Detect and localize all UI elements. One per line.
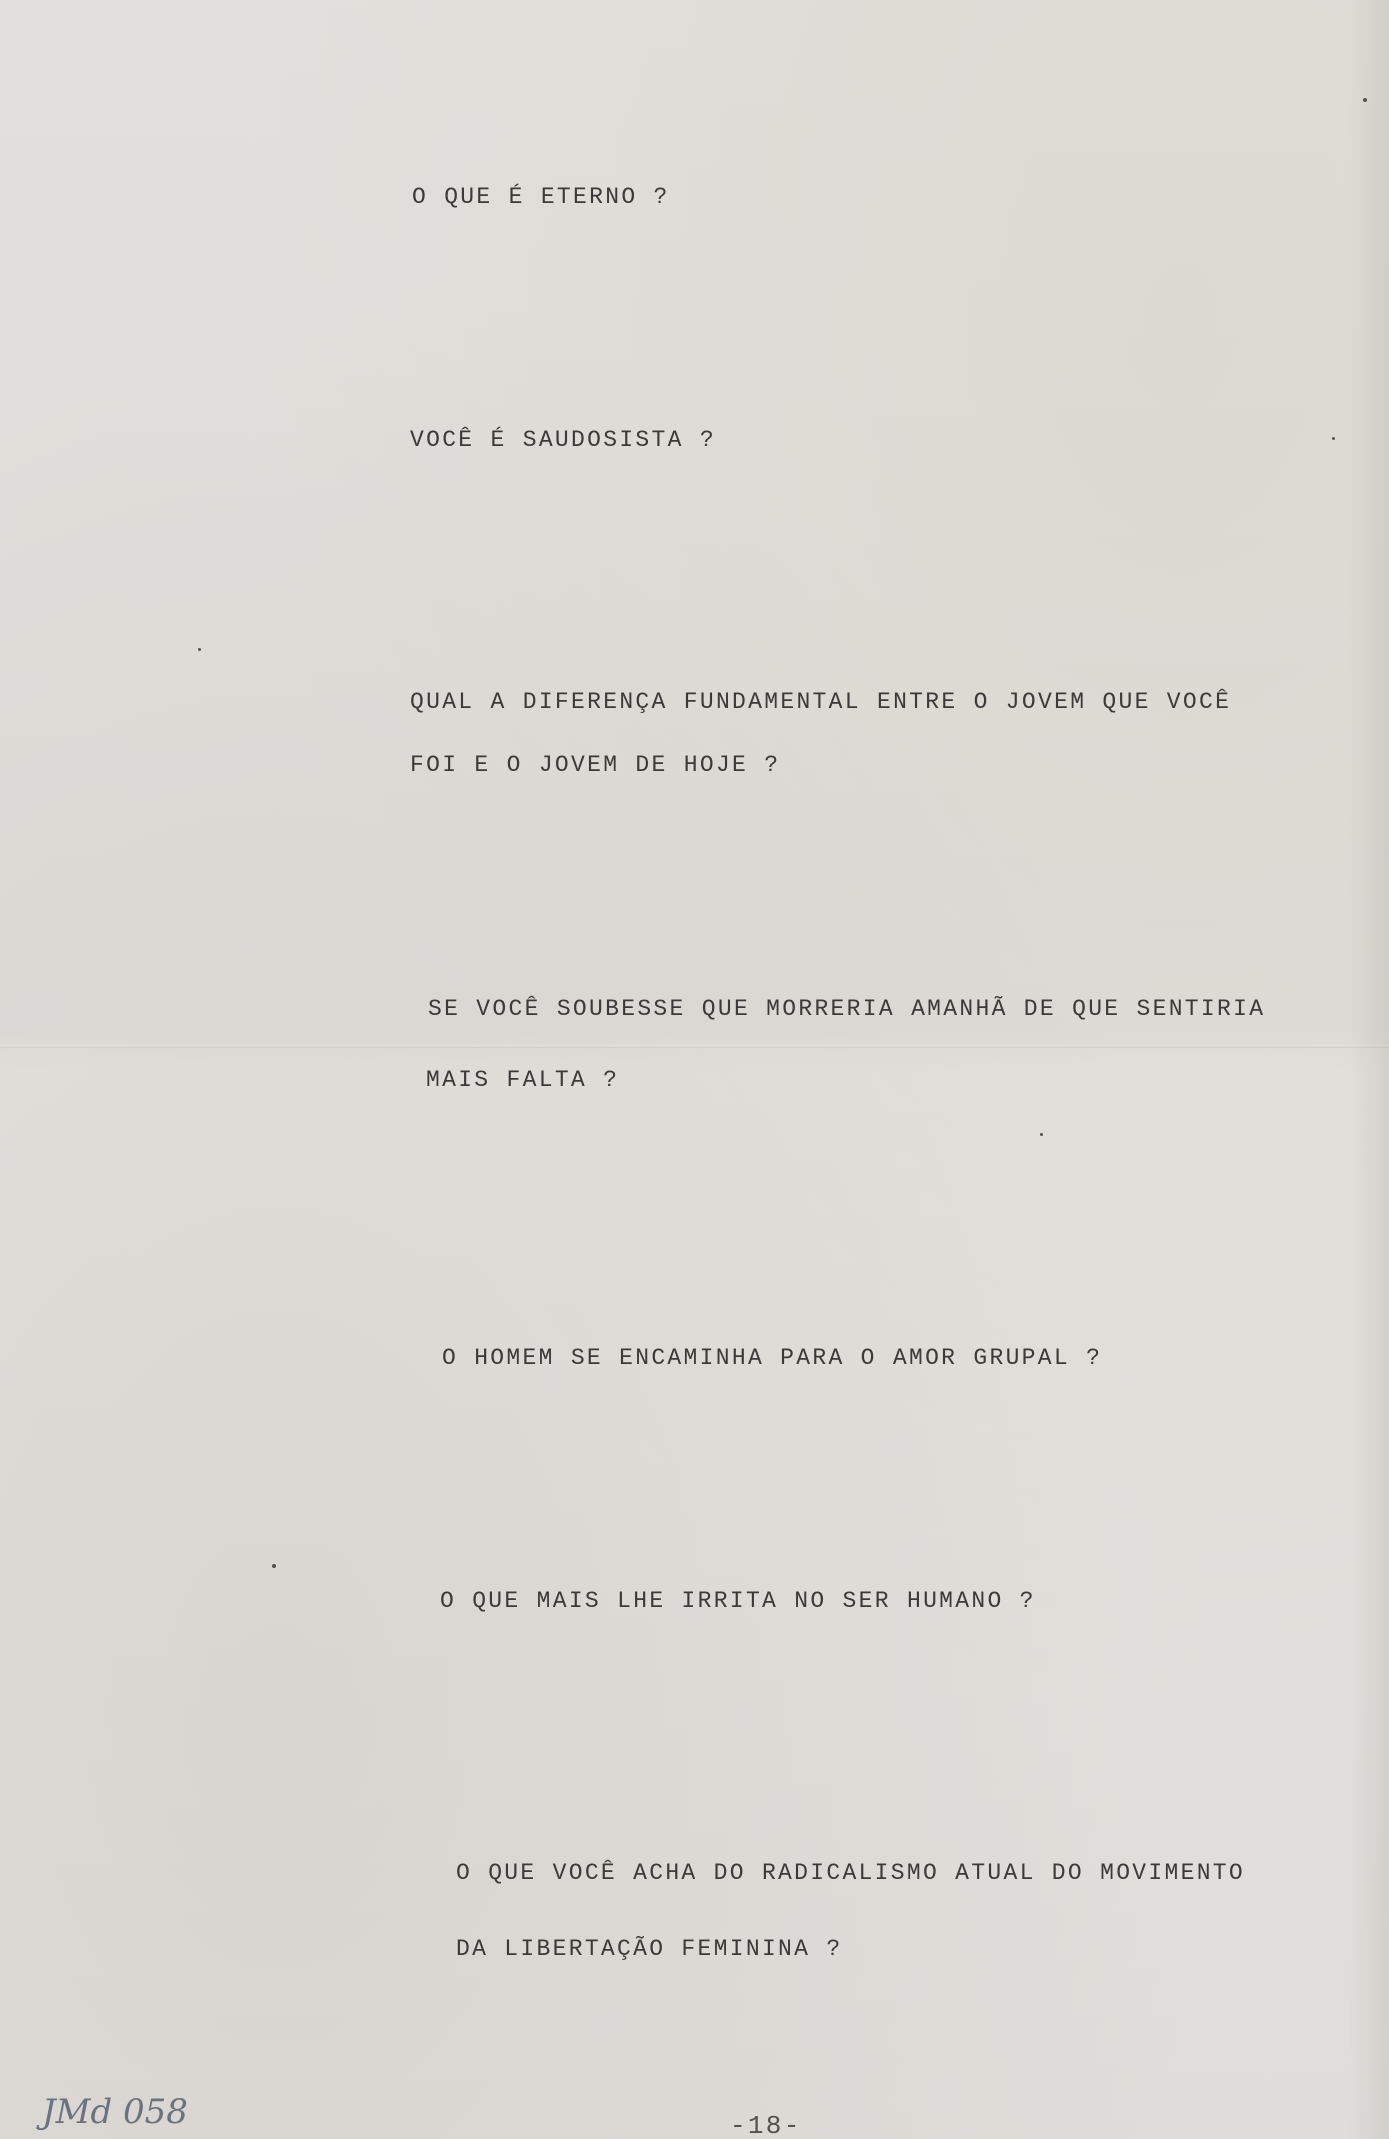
paper-fold: [0, 1045, 1389, 1048]
paper-speck: [198, 648, 201, 651]
archive-code-handwritten: JMd 058: [42, 2092, 188, 2132]
question-eternal: O QUE É ETERNO ?: [412, 184, 670, 210]
question-feminism-line2: DA LIBERTAÇÃO FEMININA ?: [456, 1936, 843, 1962]
paper-speck: [1332, 437, 1335, 440]
question-youth-difference-line2: FOI E O JOVEM DE HOJE ?: [410, 752, 781, 778]
paper-speck: [1363, 98, 1367, 102]
question-nostalgic: VOCÊ É SAUDOSISTA ?: [410, 427, 716, 453]
page-number: -18-: [730, 2111, 802, 2139]
paper-speck: [272, 1564, 276, 1568]
question-group-love: O HOMEM SE ENCAMINHA PARA O AMOR GRUPAL ?: [442, 1345, 1103, 1371]
question-die-tomorrow-line1: SE VOCÊ SOUBESSE QUE MORRERIA AMANHÃ DE QUE SENTIRIA: [428, 996, 1266, 1022]
question-feminism-line1: O QUE VOCÊ ACHA DO RADICALISMO ATUAL DO MOVIMENTO: [456, 1860, 1246, 1886]
paper-speck: [1040, 1133, 1043, 1136]
question-youth-difference-line1: QUAL A DIFERENÇA FUNDAMENTAL ENTRE O JOVEM QUE VOCÊ: [410, 689, 1232, 715]
question-die-tomorrow-line2: MAIS FALTA ?: [426, 1067, 620, 1093]
paper-edge-shadow: [1349, 0, 1389, 2139]
question-irritation: O QUE MAIS LHE IRRITA NO SER HUMANO ?: [440, 1588, 1036, 1614]
